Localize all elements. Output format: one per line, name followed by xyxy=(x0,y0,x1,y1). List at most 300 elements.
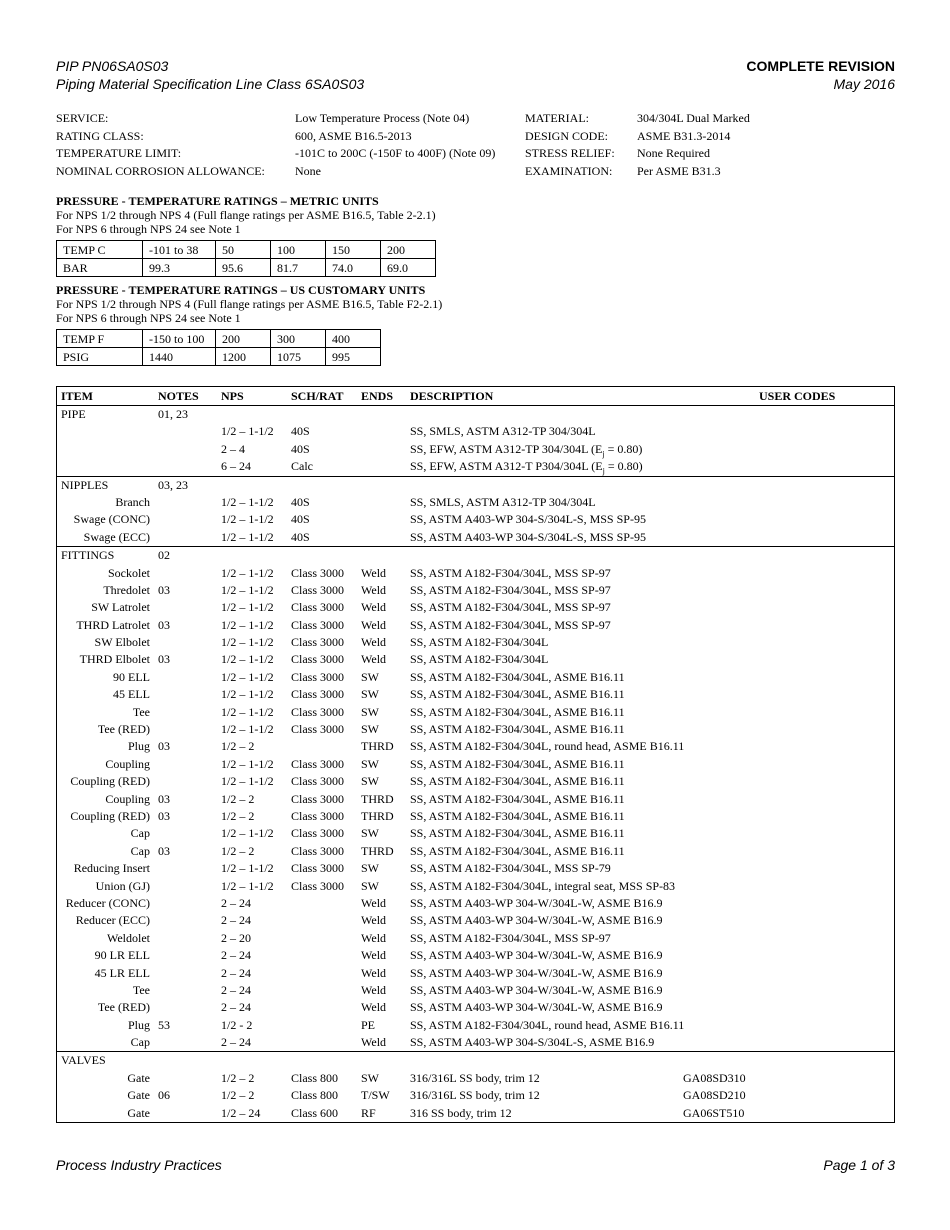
table-header-row xyxy=(57,387,894,406)
item-nps: 2 – 24 xyxy=(221,1000,251,1015)
item-schedule-rating: 40S xyxy=(291,441,310,456)
description-text: 316 SS body, trim 12 xyxy=(410,1105,512,1120)
description-subscript: j xyxy=(602,466,605,476)
description-tail: = 0.80) xyxy=(604,441,643,456)
info-label: STRESS RELIEF: xyxy=(525,146,615,160)
description-text: SS, ASTM A403-WP 304-W/304L-W, ASME B16.9 xyxy=(410,982,663,997)
item-name: SW Elbolet xyxy=(94,635,150,650)
item-name: Thredolet xyxy=(103,582,150,597)
item-description xyxy=(410,791,625,808)
section-notes: 01, 23 xyxy=(158,407,188,421)
table-row xyxy=(57,1087,894,1104)
item-description xyxy=(410,1105,512,1122)
info-value: 600, ASME B16.5-2013 xyxy=(295,128,412,143)
item-ends: PE xyxy=(361,1017,376,1032)
description-text: SS, ASTM A182-F304/304L, integral seat, MSS SP-83 xyxy=(410,878,676,893)
table-cell: 200 xyxy=(216,330,271,348)
components-table xyxy=(56,386,895,1123)
item-valve-code: GA08SD210 xyxy=(683,1088,746,1103)
item-ends: T/SW xyxy=(361,1088,390,1103)
description-text: SS, SMLS, ASTM A312-TP 304/304L xyxy=(410,494,596,509)
description-text: SS, ASTM A182-F304/304L, ASME B16.11 xyxy=(410,669,625,684)
column-header-sch-rat: SCH/RAT xyxy=(291,389,344,403)
description-subscript: j xyxy=(602,449,605,459)
item-schedule-rating: Class 3000 xyxy=(291,652,345,667)
table-row xyxy=(57,791,894,808)
table-cell: 81.7 xyxy=(271,259,326,277)
table-row xyxy=(57,330,381,348)
item-name: Reducing Insert xyxy=(73,861,150,876)
section-valves xyxy=(57,1052,894,1122)
item-schedule-rating: Calc xyxy=(291,459,313,474)
table-cell: BAR xyxy=(57,259,143,277)
item-schedule-rating: 40S xyxy=(291,494,310,509)
item-name: Tee xyxy=(132,704,150,719)
description-text: SS, ASTM A182-F304/304L, MSS SP-97 xyxy=(410,600,611,615)
item-ends: SW xyxy=(361,756,379,771)
item-nps: 1/2 – 1-1/2 xyxy=(221,861,274,876)
item-schedule-rating: Class 3000 xyxy=(291,756,345,771)
info-value: Low Temperature Process (Note 04) xyxy=(295,111,470,125)
item-schedule-rating: Class 3000 xyxy=(291,635,345,650)
item-description xyxy=(410,843,625,860)
section-name: NIPPLES xyxy=(61,477,109,492)
item-description xyxy=(410,1070,540,1087)
description-text: SS, ASTM A182-F304/304L, ASME B16.11 xyxy=(410,704,625,719)
table-cell: 69.0 xyxy=(381,259,436,277)
table-cell: 1440 xyxy=(143,348,216,366)
item-ends: Weld xyxy=(361,930,387,945)
column-header-ends: ENDS xyxy=(361,389,394,403)
item-ends: Weld xyxy=(361,982,387,997)
item-name: Swage (ECC) xyxy=(83,529,150,544)
item-ends: Weld xyxy=(361,948,387,963)
info-value: None Required xyxy=(637,146,710,160)
item-name: Coupling (RED) xyxy=(70,808,150,823)
item-schedule-rating: Class 3000 xyxy=(291,808,345,823)
item-ends: Weld xyxy=(361,913,387,928)
item-nps: 6 – 24 xyxy=(221,459,251,474)
table-row xyxy=(57,582,894,599)
table-cell: 100 xyxy=(271,241,326,259)
item-nps: 1/2 – 2 xyxy=(221,808,255,823)
table-cell: 200 xyxy=(381,241,436,259)
item-nps: 1/2 – 1-1/2 xyxy=(221,774,274,789)
item-description xyxy=(410,860,611,877)
table-row xyxy=(57,704,894,721)
table-row xyxy=(57,1070,894,1087)
item-ends: THRD xyxy=(361,739,394,754)
table-cell: 50 xyxy=(216,241,271,259)
item-name: Plug xyxy=(127,1017,150,1032)
item-name: Cap xyxy=(130,826,150,841)
item-nps: 1/2 – 1-1/2 xyxy=(221,687,274,702)
info-label: MATERIAL: xyxy=(525,111,589,125)
info-label: EXAMINATION: xyxy=(525,163,613,178)
item-description xyxy=(410,423,596,440)
item-schedule-rating: Class 800 xyxy=(291,1070,339,1085)
item-name: Cap xyxy=(130,843,150,858)
table-row xyxy=(57,634,894,651)
table-row xyxy=(57,843,894,860)
table-row xyxy=(57,241,436,259)
item-description xyxy=(410,982,662,999)
column-header-nps: NPS xyxy=(221,389,244,403)
item-schedule-rating: Class 3000 xyxy=(291,878,345,893)
section-notes: 02 xyxy=(158,548,170,563)
item-description xyxy=(410,686,625,703)
table-row xyxy=(57,423,894,440)
item-name: SW Latrolet xyxy=(91,600,150,615)
revision-date: May 2016 xyxy=(833,76,895,92)
item-ends: Weld xyxy=(361,635,387,650)
table-row xyxy=(57,1105,894,1122)
info-label: NOMINAL CORROSION ALLOWANCE: xyxy=(56,163,265,178)
item-description xyxy=(410,441,642,458)
table-row xyxy=(57,860,894,877)
description-text: SS, ASTM A182-F304/304L, ASME B16.11 xyxy=(410,791,625,806)
item-nps: 1/2 – 1-1/2 xyxy=(221,582,274,597)
item-nps: 1/2 – 24 xyxy=(221,1105,261,1120)
item-name: Gate xyxy=(127,1070,150,1085)
description-text: SS, ASTM A182-F304/304L, MSS SP-97 xyxy=(410,565,611,580)
item-ends: SW xyxy=(361,722,379,737)
document-header-left xyxy=(56,57,364,93)
item-name: Cap xyxy=(130,1035,150,1050)
item-ends: Weld xyxy=(361,965,387,980)
section-name: FITTINGS xyxy=(61,548,115,563)
item-name: Reducer (ECC) xyxy=(75,913,150,928)
table-row xyxy=(57,895,894,912)
item-name: Tee xyxy=(132,982,150,997)
item-description xyxy=(410,669,625,686)
metric-ratings-table xyxy=(56,240,436,277)
item-notes: 03 xyxy=(158,843,170,858)
table-row xyxy=(57,458,894,475)
item-schedule-rating: Class 600 xyxy=(291,1105,339,1120)
item-description xyxy=(410,825,625,842)
description-text: SS, ASTM A182-F304/304L, MSS SP-79 xyxy=(410,861,611,876)
item-schedule-rating: 40S xyxy=(291,512,310,527)
us-ratings-table xyxy=(56,329,381,366)
table-row xyxy=(57,930,894,947)
table-row xyxy=(57,441,894,458)
item-nps: 2 – 24 xyxy=(221,1035,251,1050)
column-header-user-codes: USER CODES xyxy=(759,389,836,403)
description-text: SS, ASTM A182-F304/304L, ASME B16.11 xyxy=(410,756,625,771)
table-cell: TEMP F xyxy=(57,330,143,348)
item-name: 45 LR ELL xyxy=(94,965,150,980)
us-ratings-note-1: For NPS 1/2 through NPS 4 (Full flange ratings per ASME B16.5, Table F2-2.1) xyxy=(56,297,443,311)
table-cell: 300 xyxy=(271,330,326,348)
item-ends: Weld xyxy=(361,1000,387,1015)
item-notes: 03 xyxy=(158,652,170,667)
item-nps: 1/2 – 1-1/2 xyxy=(221,494,274,509)
table-cell: 95.6 xyxy=(216,259,271,277)
item-nps: 1/2 – 1-1/2 xyxy=(221,756,274,771)
item-description xyxy=(410,1087,540,1104)
description-text: SS, ASTM A403-WP 304-W/304L-W, ASME B16.9 xyxy=(410,913,663,928)
info-label: DESIGN CODE: xyxy=(525,128,608,143)
description-text: SS, ASTM A182-F304/304L xyxy=(410,635,549,650)
metric-ratings-title: PRESSURE - TEMPERATURE RATINGS – METRIC UNITS xyxy=(56,194,379,208)
table-row xyxy=(57,651,894,668)
section-header-row xyxy=(57,477,894,494)
info-value: ASME B31.3-2014 xyxy=(637,128,731,143)
info-labels-left xyxy=(56,110,265,180)
item-ends: Weld xyxy=(361,565,387,580)
description-text: SS, EFW, ASTM A312-T P304/304L (E xyxy=(410,459,603,474)
description-text: SS, ASTM A182-F304/304L, ASME B16.11 xyxy=(410,843,625,858)
table-cell: 99.3 xyxy=(143,259,216,277)
description-text: SS, ASTM A403-WP 304-W/304L-W, ASME B16.9 xyxy=(410,948,663,963)
item-nps: 1/2 – 2 xyxy=(221,791,255,806)
table-cell: TEMP C xyxy=(57,241,143,259)
description-text: SS, ASTM A403-WP 304-W/304L-W, ASME B16.9 xyxy=(410,1000,663,1015)
item-name: Tee (RED) xyxy=(97,1000,150,1015)
item-name: Weldolet xyxy=(106,930,150,945)
item-name: Sockolet xyxy=(108,565,150,580)
description-text: SS, ASTM A182-F304/304L, ASME B16.11 xyxy=(410,687,625,702)
item-nps: 1/2 – 1-1/2 xyxy=(221,600,274,615)
us-ratings-note-2: For NPS 6 through NPS 24 see Note 1 xyxy=(56,311,241,325)
item-schedule-rating: Class 3000 xyxy=(291,791,345,806)
item-name: 90 ELL xyxy=(113,669,150,684)
item-nps: 1/2 – 1-1/2 xyxy=(221,565,274,580)
table-row xyxy=(57,825,894,842)
table-cell: 1200 xyxy=(216,348,271,366)
description-text: SS, ASTM A182-F304/304L xyxy=(410,652,549,667)
section-header-row xyxy=(57,1052,894,1069)
item-schedule-rating: Class 3000 xyxy=(291,826,345,841)
item-ends: Weld xyxy=(361,895,387,910)
item-valve-code: GA08SD310 xyxy=(683,1070,746,1085)
table-row xyxy=(57,756,894,773)
item-name: Plug xyxy=(127,739,150,754)
info-labels-right xyxy=(525,110,615,180)
item-nps: 2 – 24 xyxy=(221,895,251,910)
table-row xyxy=(57,669,894,686)
item-description xyxy=(410,617,611,634)
section-nipples xyxy=(57,477,894,548)
table-row xyxy=(57,773,894,790)
item-description xyxy=(410,878,675,895)
item-description xyxy=(410,599,611,616)
item-description xyxy=(410,947,662,964)
item-description xyxy=(410,965,662,982)
table-cell: 400 xyxy=(326,330,381,348)
description-text: SS, ASTM A182-F304/304L, round head, ASME B16.11 xyxy=(410,1017,685,1032)
item-name: Coupling xyxy=(105,756,150,771)
description-text: SS, EFW, ASTM A312-TP 304/304L (E xyxy=(410,441,603,456)
item-nps: 1/2 - 2 xyxy=(221,1017,253,1032)
item-nps: 1/2 – 1-1/2 xyxy=(221,704,274,719)
item-ends: SW xyxy=(361,687,379,702)
table-cell: 74.0 xyxy=(326,259,381,277)
item-schedule-rating: Class 3000 xyxy=(291,722,345,737)
section-header-row xyxy=(57,547,894,564)
item-schedule-rating: Class 3000 xyxy=(291,582,345,597)
item-schedule-rating: Class 3000 xyxy=(291,704,345,719)
item-ends: SW xyxy=(361,861,379,876)
table-row xyxy=(57,259,436,277)
info-value: -101C to 200C (-150F to 400F) (Note 09) xyxy=(295,146,496,160)
table-row xyxy=(57,912,894,929)
info-value: 304/304L Dual Marked xyxy=(637,111,750,125)
item-nps: 2 – 24 xyxy=(221,913,251,928)
item-notes: 03 xyxy=(158,791,170,806)
item-ends: Weld xyxy=(361,582,387,597)
item-description xyxy=(410,494,596,511)
item-ends: THRD xyxy=(361,808,394,823)
item-nps: 1/2 – 1-1/2 xyxy=(221,635,274,650)
item-description xyxy=(410,756,625,773)
section-notes: 03, 23 xyxy=(158,477,188,492)
footer-organization: Process Industry Practices xyxy=(56,1157,222,1173)
metric-ratings-note-2: For NPS 6 through NPS 24 see Note 1 xyxy=(56,222,241,236)
description-text: SS, ASTM A182-F304/304L, ASME B16.11 xyxy=(410,826,625,841)
page-number: Page 1 of 3 xyxy=(823,1157,895,1173)
info-label: RATING CLASS: xyxy=(56,128,144,143)
description-text: SS, ASTM A182-F304/304L, ASME B16.11 xyxy=(410,722,625,737)
item-notes: 03 xyxy=(158,808,170,823)
item-nps: 1/2 – 1-1/2 xyxy=(221,529,274,544)
info-label: SERVICE: xyxy=(56,111,109,125)
description-text: SS, ASTM A403-WP 304-W/304L-W, ASME B16.9 xyxy=(410,965,663,980)
table-cell: -101 to 38 xyxy=(143,241,216,259)
column-header-notes: NOTES xyxy=(158,389,199,403)
description-text: SS, ASTM A182-F304/304L, round head, ASME B16.11 xyxy=(410,739,685,754)
table-row xyxy=(57,494,894,511)
item-name: Union (GJ) xyxy=(95,878,150,893)
table-row xyxy=(57,1034,894,1051)
item-description xyxy=(410,808,625,825)
item-description xyxy=(410,999,662,1016)
item-notes: 03 xyxy=(158,739,170,754)
item-name: Swage (CONC) xyxy=(73,512,150,527)
info-label: TEMPERATURE LIMIT: xyxy=(56,146,182,160)
table-row xyxy=(57,999,894,1016)
table-cell: PSIG xyxy=(57,348,143,366)
item-description xyxy=(410,721,625,738)
item-schedule-rating: Class 800 xyxy=(291,1088,339,1103)
section-fittings xyxy=(57,547,894,1052)
item-nps: 2 – 24 xyxy=(221,948,251,963)
table-row xyxy=(57,1017,894,1034)
table-body xyxy=(57,406,894,1122)
table-row xyxy=(57,617,894,634)
item-nps: 1/2 – 1-1/2 xyxy=(221,878,274,893)
item-schedule-rating: 40S xyxy=(291,529,310,544)
table-cell: 1075 xyxy=(271,348,326,366)
item-description xyxy=(410,458,643,475)
table-row xyxy=(57,878,894,895)
item-nps: 1/2 – 2 xyxy=(221,843,255,858)
item-schedule-rating: Class 3000 xyxy=(291,600,345,615)
info-value: Per ASME B31.3 xyxy=(637,163,721,178)
document-id: PIP PN06SA0S03 xyxy=(56,58,169,74)
item-description xyxy=(410,511,646,528)
item-ends: THRD xyxy=(361,791,394,806)
item-ends: SW xyxy=(361,826,379,841)
item-nps: 1/2 – 1-1/2 xyxy=(221,652,274,667)
table-row xyxy=(57,565,894,582)
description-text: SS, ASTM A403-WP 304-S/304L-S, MSS SP-95 xyxy=(410,512,646,527)
table-row xyxy=(57,529,894,546)
item-name: THRD Latrolet xyxy=(76,617,150,632)
item-schedule-rating: Class 3000 xyxy=(291,843,345,858)
item-description xyxy=(410,738,684,755)
item-ends: RF xyxy=(361,1105,376,1120)
item-description xyxy=(410,773,625,790)
section-pipe xyxy=(57,406,894,477)
item-nps: 2 – 4 xyxy=(221,441,245,456)
description-text: SS, ASTM A182-F304/304L, ASME B16.11 xyxy=(410,808,625,823)
item-description xyxy=(410,565,611,582)
table-row xyxy=(57,738,894,755)
item-description xyxy=(410,1017,684,1034)
item-ends: SW xyxy=(361,704,379,719)
item-nps: 2 – 24 xyxy=(221,982,251,997)
item-schedule-rating: Class 3000 xyxy=(291,565,345,580)
column-header-description: DESCRIPTION xyxy=(410,389,494,403)
item-description xyxy=(410,634,548,651)
us-ratings-title: PRESSURE - TEMPERATURE RATINGS – US CUSTOMARY UNITS xyxy=(56,283,426,297)
item-notes: 03 xyxy=(158,582,170,597)
info-values-right xyxy=(637,110,750,180)
description-text: SS, ASTM A403-WP 304-S/304L-S, MSS SP-95 xyxy=(410,529,646,544)
item-name: THRD Elbolet xyxy=(79,652,150,667)
item-name: Coupling (RED) xyxy=(70,774,150,789)
item-nps: 2 – 24 xyxy=(221,965,251,980)
item-name: Tee (RED) xyxy=(97,722,150,737)
item-nps: 2 – 20 xyxy=(221,930,251,945)
table-row xyxy=(57,599,894,616)
item-name: Coupling xyxy=(105,791,150,806)
item-ends: Weld xyxy=(361,600,387,615)
description-text: SS, ASTM A182-F304/304L, MSS SP-97 xyxy=(410,617,611,632)
table-cell: 995 xyxy=(326,348,381,366)
item-description xyxy=(410,895,662,912)
item-schedule-rating: Class 3000 xyxy=(291,617,345,632)
item-ends: Weld xyxy=(361,1035,387,1050)
item-name: Gate xyxy=(127,1105,150,1120)
description-text: 316/316L SS body, trim 12 xyxy=(410,1088,540,1103)
item-nps: 1/2 – 1-1/2 xyxy=(221,424,274,439)
table-row xyxy=(57,982,894,999)
section-header-row xyxy=(57,406,894,423)
item-nps: 1/2 – 1-1/2 xyxy=(221,669,274,684)
table-row xyxy=(57,686,894,703)
item-nps: 1/2 – 1-1/2 xyxy=(221,512,274,527)
document-header-right xyxy=(746,57,895,93)
item-notes: 53 xyxy=(158,1017,170,1032)
table-cell: -150 to 100 xyxy=(143,330,216,348)
description-text: SS, ASTM A182-F304/304L, MSS SP-97 xyxy=(410,930,611,945)
table-row xyxy=(57,947,894,964)
item-description xyxy=(410,1034,654,1051)
description-text: SS, ASTM A182-F304/304L, MSS SP-97 xyxy=(410,582,611,597)
item-description xyxy=(410,704,625,721)
description-text: SS, ASTM A182-F304/304L, ASME B16.11 xyxy=(410,774,625,789)
item-valve-code: GA06ST510 xyxy=(683,1105,745,1120)
info-values-left xyxy=(295,110,495,180)
item-schedule-rating: Class 3000 xyxy=(291,861,345,876)
table-row xyxy=(57,511,894,528)
item-notes: 06 xyxy=(158,1088,170,1103)
description-text: SS, ASTM A403-WP 304-S/304L-S, ASME B16.9 xyxy=(410,1035,655,1050)
revision-label: COMPLETE REVISION xyxy=(746,58,895,74)
